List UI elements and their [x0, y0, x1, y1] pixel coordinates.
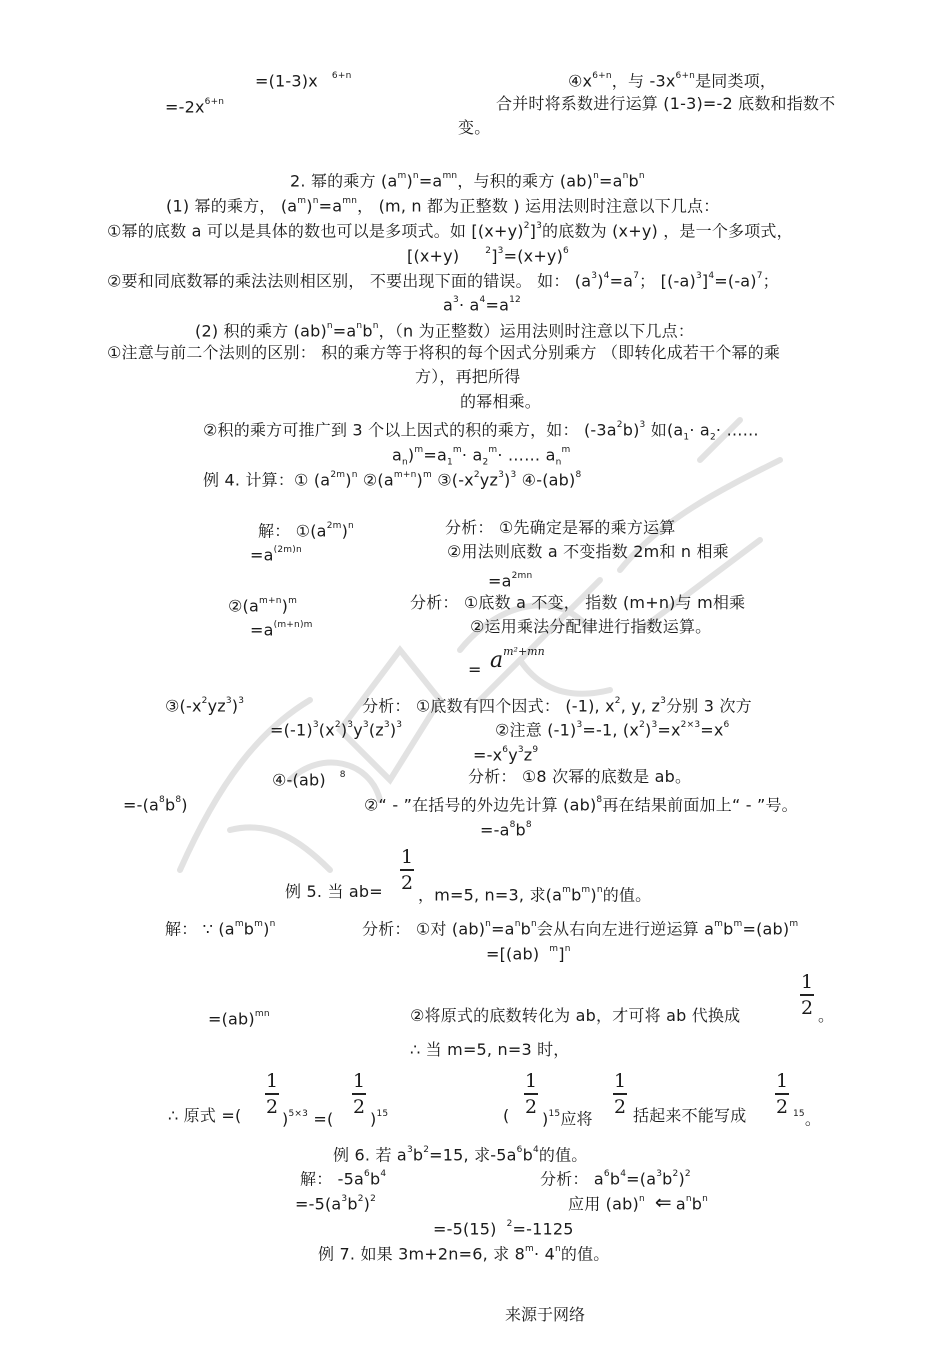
text-line: $=(-1)^3(x^2)^3y^3(z^3)^3$: [270, 720, 403, 740]
fraction-one-half: 1 2: [400, 846, 414, 894]
text-line: )$^{15}$应将: [542, 1109, 593, 1129]
text-line: =-5(15) $^2$=-1125: [433, 1219, 574, 1239]
fraction-one-half: 1 2: [800, 971, 814, 1019]
text-line: (: [503, 1106, 510, 1125]
text-line: 解： $-5a^6b^4$: [300, 1169, 387, 1189]
text-line: ④-(ab) $^8$: [272, 770, 346, 790]
fraction-one-half: 1 2: [613, 1070, 627, 1118]
text-line: ②要和同底数幂的乘法法则相区别， 不要出现下面的错误。 如： $(a^3)^4=a^7$； $[(-a)^3]^4=(-a)^7$；: [107, 271, 779, 291]
text-line: 分析： ①先确定是幂的乘方运算: [445, 518, 676, 537]
text-line: ∴ 当 m=5, n=3 时，: [410, 1040, 570, 1059]
example-6-heading: 例 6. 若 $a^3b^2=15$, 求$-5a^6b^4$的值。: [333, 1145, 588, 1165]
text-line: ，m=5, n=3, 求$(a^mb^m)^n$的值。: [418, 885, 652, 905]
example-4-heading: 例 4. 计算：① $(a^{2m})^n$ $②(a^{m+n})^m$ $③(-x^2yz^3)^3$ ④-(ab)$^8$: [203, 470, 582, 490]
text-line: ②“ - ”在括号的外边先计算 (ab)$^8$再在结果前面加上“ - ”号。: [364, 795, 798, 815]
text-line: $②(a^{m+n})^m$: [228, 596, 298, 616]
page-footer: 来源于网络: [504, 1305, 585, 1324]
text-line: =[(ab) $^m$]$^n$: [486, 944, 571, 964]
text-line: $a^3\cdot a^4=a^{12}$: [443, 295, 521, 315]
fraction-one-half: 1 2: [524, 1070, 538, 1118]
text-line: ∴ 原式 =(: [168, 1106, 242, 1125]
text-line: (2) 积的乘方 $(ab)^n=a^nb^n$，（n 为正整数）运用法则时注意以下几点：: [195, 321, 695, 341]
text-line: )$^{15}$: [370, 1109, 389, 1129]
text-line: 的幂相乘。: [460, 392, 542, 411]
example-7-heading: 例 7. 如果 3m+2n=6, 求 $8^m\cdot 4^n$的值。: [318, 1244, 610, 1264]
text-line: 合并时将系数进行运算 (1-3)=-2 底数和指数不: [496, 94, 836, 113]
formula-image: $a^{m^2+mn}$: [490, 644, 545, 673]
text-line: )$^{5\times 3}$ =(: [282, 1109, 334, 1129]
text-line: 分析： $a^6b^4=(a^3b^2)^2$: [540, 1169, 691, 1189]
text-line: 括起来不能写成: [633, 1106, 747, 1125]
fraction-one-half: 1 2: [775, 1070, 789, 1118]
text-line: ②用法则底数 a 不变指数 2m和 n 相乘: [447, 542, 729, 561]
text-line: =(1-3)x $^{6+n}$: [255, 71, 352, 91]
text-line: $=-x^6y^3z^9$: [473, 745, 539, 765]
text-line: 分析： ①底数有四个因式： (-1), $x^2$, y, $z^3$分别 3 次方: [362, 696, 752, 716]
text-line: ②运用乘法分配律进行指数运算。: [470, 617, 712, 636]
text-line: $=-(a^8b^8)$: [123, 795, 188, 815]
text-line: $=-a^8b^8$: [480, 820, 532, 840]
fraction-one-half: 1 2: [265, 1070, 279, 1118]
text-line: =: [468, 660, 482, 679]
left-double-arrow-icon: ⇐: [654, 1190, 672, 1215]
text-line: ②积的乘方可推广到 3 个以上因式的积的乘方，如： $(-3a^2b)^3$ 如($a_1\cdot a_2\cdot$ ……: [203, 420, 759, 443]
text-line: 解： ∵ $(a^mb^m)^n$: [165, 919, 276, 939]
text-line: 变。: [458, 118, 491, 137]
text-line: $③(-x^2yz^3)^3$: [165, 696, 245, 716]
text-line: 分析： ①底数 a 不变， 指数 (m+n)与 m相乘: [410, 593, 746, 612]
text-line: ②将原式的底数转化为 ab，才可将 ab 代换成: [410, 1006, 741, 1025]
text-line: [(x+y) $^2]^3=(x+y)^6$: [407, 246, 569, 266]
text-line: $=a^{(2m)n}$: [250, 545, 302, 565]
fraction-one-half: 1 2: [352, 1070, 366, 1118]
text-line: ①注意与前二个法则的区别： 积的乘方等于将积的每个因式分别乘方 （即转化成若干个幂的乘: [107, 343, 781, 362]
text-line: 分析： ①对 $(ab)^n=a^nb^n$会从右向左进行逆运算 $a^mb^m=(ab)^m$: [362, 919, 799, 939]
text-line: $④x^{6+n}$，与 $-3x^{6+n}$是同类项，: [568, 71, 777, 91]
text-line: 分析： ①8 次幂的底数是 ab。: [468, 767, 692, 786]
text-line: $=a^{(m+n)m}$: [250, 620, 313, 640]
text-line: (1) 幂的乘方， $(a^m)^n=a^{mn}$， (m, n 都为正整数 ) 运用法则时注意以下几点：: [166, 196, 720, 216]
text-line: $=a^{2mn}$: [488, 571, 533, 591]
text-line: ②注意 $(-1)^3=-1$, $(x^2)^3=x^{2\times 3}=x^6$: [495, 720, 730, 740]
text-line: 应用 (ab)$^n$ ⇐ $a^nb^n$: [568, 1190, 708, 1215]
text-line: 方），再把所得: [415, 367, 521, 386]
section-heading: 2. 幂的乘方 $(a^m)^n=a^{mn}$，与积的乘方 $(ab)^n=a^nb^n$: [290, 171, 645, 191]
text-line: 解： $①(a^{2m})^n$: [258, 521, 354, 541]
text-line: =(ab)$^{mn}$: [208, 1009, 270, 1029]
text-line: ①幂的底数 a 可以是具体的数也可以是多项式。如 $[(x+y)^2]^3$的底数为 (x+y) ，是一个多项式，: [107, 221, 793, 241]
text-line: $^{15}$。: [793, 1109, 822, 1129]
text-line: $a_n)^m=a_1^m\cdot a_2^m\cdot$ …… $a_n^m$: [392, 445, 571, 468]
text-line: $=-2x^{6+n}$: [165, 97, 225, 117]
text-line: 。: [818, 1006, 835, 1025]
example-5-heading: 例 5. 当 ab=: [285, 882, 383, 901]
text-line: $=-5(a^3b^2)^2$: [295, 1194, 377, 1214]
